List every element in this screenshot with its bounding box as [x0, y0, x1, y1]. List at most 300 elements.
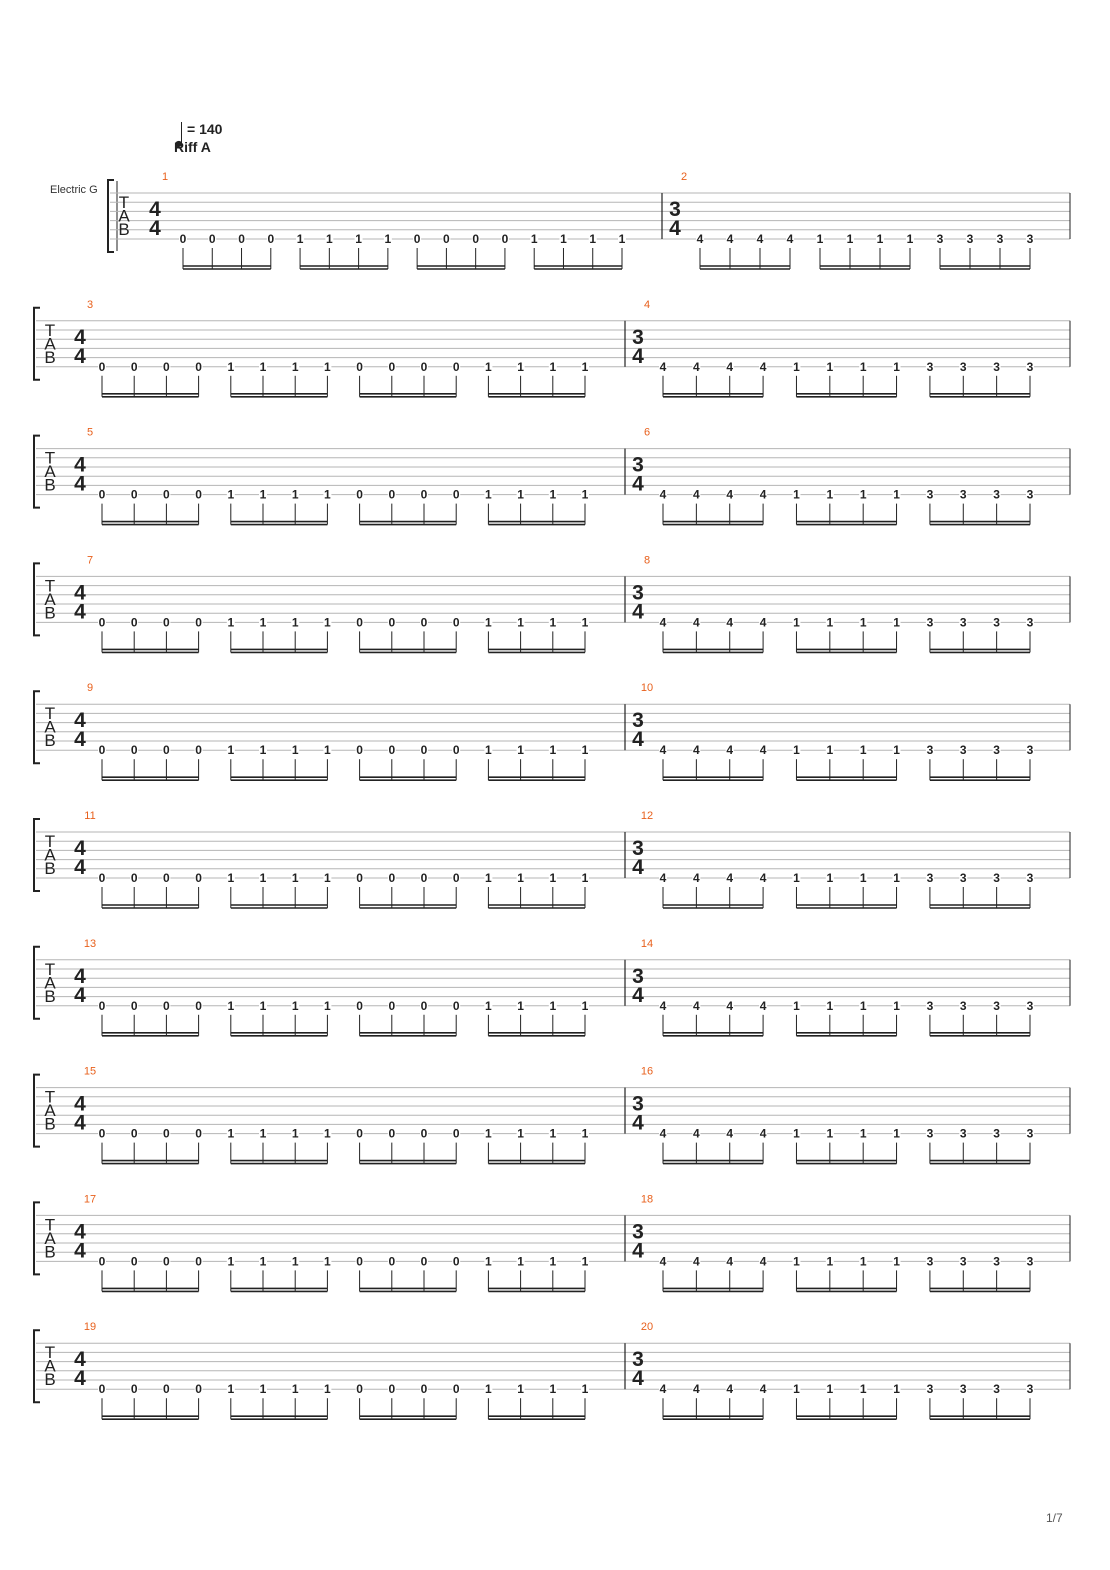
tab-clef-letter: T [44, 1343, 56, 1363]
fret-number: 1 [859, 615, 867, 630]
fret-number: 0 [388, 359, 396, 374]
time-signature-top: 3 [632, 453, 644, 477]
fret-number: 4 [693, 871, 700, 885]
fret-number: 3 [1026, 871, 1034, 885]
bar-number: 20 [640, 1321, 654, 1334]
fret-number: 1 [549, 998, 557, 1013]
tab-clef-letter: T [44, 959, 56, 979]
tab-clef-letter: A [44, 1101, 56, 1121]
fret-number: 3 [959, 1126, 967, 1141]
fret-number: 4 [759, 1126, 767, 1141]
fret-number: 1 [859, 743, 867, 758]
tempo-marking: = 140 [187, 121, 223, 137]
fret-number: 1 [581, 359, 589, 374]
fret-number: 1 [618, 232, 626, 246]
fret-number: 4 [659, 1254, 667, 1269]
fret-number: 0 [388, 1254, 396, 1269]
page-number: 1/7 [1046, 1511, 1063, 1525]
fret-number: 0 [452, 871, 460, 885]
fret-number: 4 [726, 998, 734, 1013]
time-signature-top: 4 [74, 964, 86, 988]
fret-number: 1 [826, 1254, 834, 1269]
time-signature-bottom: 4 [74, 983, 86, 1007]
fret-number: 0 [163, 871, 170, 885]
fret-number: 4 [693, 1126, 700, 1141]
fret-number: 1 [793, 487, 800, 502]
tab-clef-letter: B [44, 475, 56, 495]
fret-number: 4 [759, 871, 767, 885]
bar-number: 12 [640, 810, 654, 822]
time-signature-top: 4 [74, 1348, 86, 1372]
time-signature-top: 3 [632, 709, 644, 733]
fret-number: 4 [726, 615, 734, 630]
fret-number: 1 [581, 615, 589, 630]
fret-number: 1 [384, 232, 392, 246]
fret-number: 1 [581, 743, 589, 758]
fret-number: 3 [926, 359, 934, 374]
time-signature-top: 3 [632, 837, 644, 860]
time-signature-bottom: 4 [632, 1239, 644, 1263]
fret-number: 0 [163, 359, 170, 374]
fret-number: 4 [693, 487, 700, 502]
fret-number: 3 [926, 743, 934, 758]
fret-number: 1 [893, 1126, 900, 1141]
fret-number: 0 [501, 232, 509, 246]
fret-number: 0 [98, 487, 106, 502]
system-1 [108, 171, 1070, 269]
fret-number: 4 [726, 1382, 734, 1397]
fret-number: 0 [195, 871, 202, 885]
system-6 [34, 810, 1070, 908]
fret-number: 1 [227, 1126, 235, 1141]
fret-number: 3 [1026, 1126, 1034, 1141]
tab-clef-letter: A [44, 1228, 56, 1248]
time-signature-bottom: 4 [632, 600, 644, 624]
tab-clef-letter: B [44, 347, 56, 367]
fret-number: 4 [726, 871, 734, 885]
fret-number: 0 [195, 998, 202, 1013]
time-signature-top: 3 [632, 1092, 644, 1116]
fret-number: 1 [485, 998, 492, 1013]
fret-number: 1 [549, 743, 557, 758]
fret-number: 1 [793, 743, 800, 758]
fret-number: 1 [549, 1254, 557, 1269]
bar-number: 15 [83, 1065, 97, 1078]
fret-number: 0 [163, 615, 170, 630]
fret-number: 0 [130, 359, 138, 374]
fret-number: 1 [859, 1254, 867, 1269]
fret-number: 0 [208, 232, 216, 246]
time-signature-top: 3 [632, 1348, 644, 1372]
fret-number: 1 [826, 1382, 834, 1397]
fret-number: 1 [530, 232, 538, 246]
fret-number: 3 [1026, 998, 1034, 1013]
time-signature-bottom: 4 [74, 1239, 86, 1263]
fret-number: 1 [859, 871, 867, 885]
fret-number: 0 [420, 487, 428, 502]
fret-number: 1 [517, 1126, 524, 1141]
fret-number: 4 [726, 487, 734, 502]
time-signature-bottom: 4 [74, 728, 86, 752]
tab-clef-letter: B [44, 859, 56, 878]
fret-number: 3 [926, 615, 934, 630]
fret-number: 0 [195, 1382, 202, 1397]
time-signature-top: 4 [74, 1220, 86, 1244]
fret-number: 4 [693, 743, 700, 758]
fret-number: 0 [420, 998, 428, 1013]
fret-number: 0 [356, 1254, 363, 1269]
bar-number: 17 [83, 1193, 97, 1206]
fret-number: 3 [926, 998, 934, 1013]
tab-clef-letter: A [44, 717, 56, 737]
bar-number: 11 [84, 810, 96, 822]
tab-clef-letter: T [44, 1087, 56, 1107]
tab-clef-letter: A [44, 589, 56, 609]
fret-number: 1 [324, 743, 331, 758]
fret-number: 1 [324, 1254, 331, 1269]
fret-number: 1 [793, 1254, 800, 1269]
fret-number: 3 [959, 487, 967, 502]
fret-number: 1 [549, 871, 557, 885]
bar-number: 9 [86, 682, 94, 695]
time-signature-bottom: 4 [74, 600, 86, 624]
fret-number: 3 [993, 743, 1000, 758]
fret-number: 1 [485, 1126, 492, 1141]
fret-number: 1 [259, 998, 267, 1013]
fret-number: 3 [1026, 1382, 1034, 1397]
fret-number: 0 [195, 615, 202, 630]
system-8 [34, 1066, 1070, 1164]
fret-number: 1 [859, 359, 867, 374]
fret-number: 0 [452, 998, 460, 1013]
system-bracket [34, 436, 40, 508]
system-bracket [34, 691, 40, 763]
time-signature-bottom: 4 [74, 1111, 86, 1135]
fret-number: 0 [356, 998, 363, 1013]
time-signature-top: 3 [632, 964, 644, 988]
fret-number: 1 [517, 615, 524, 630]
bar-number: 18 [640, 1193, 654, 1206]
fret-number: 0 [98, 615, 106, 630]
fret-number: 0 [420, 1254, 428, 1269]
fret-number: 4 [759, 1254, 767, 1269]
fret-number: 0 [388, 871, 396, 885]
fret-number: 1 [227, 743, 235, 758]
fret-number: 4 [726, 232, 734, 246]
fret-number: 1 [581, 1126, 589, 1141]
fret-number: 3 [926, 1382, 934, 1397]
fret-number: 1 [291, 487, 299, 502]
fret-number: 3 [959, 359, 967, 374]
time-signature-bottom: 4 [632, 728, 644, 752]
fret-number: 1 [549, 359, 557, 374]
system-4 [34, 554, 1070, 652]
fret-number: 1 [906, 232, 914, 246]
fret-number: 1 [227, 871, 235, 885]
fret-number: 0 [452, 743, 460, 758]
fret-number: 3 [926, 1254, 934, 1269]
fret-number: 0 [130, 1126, 138, 1141]
fret-number: 0 [267, 232, 275, 246]
fret-number: 1 [826, 998, 834, 1013]
fret-number: 1 [485, 487, 492, 502]
fret-number: 1 [793, 1382, 800, 1397]
fret-number: 4 [726, 1254, 734, 1269]
fret-number: 1 [859, 1126, 867, 1141]
tab-clef-letter: B [44, 731, 56, 751]
fret-number: 3 [966, 232, 974, 246]
fret-number: 1 [485, 1382, 492, 1397]
fret-number: 3 [926, 871, 934, 885]
fret-number: 3 [959, 871, 967, 885]
fret-number: 3 [1026, 743, 1034, 758]
fret-number: 1 [324, 871, 331, 885]
system-bracket [34, 308, 40, 380]
fret-number: 1 [816, 232, 824, 246]
fret-number: 3 [959, 743, 967, 758]
fret-number: 3 [993, 1254, 1000, 1269]
fret-number: 3 [936, 232, 944, 246]
fret-number: 4 [659, 615, 667, 630]
system-bracket [34, 1330, 40, 1402]
fret-number: 3 [959, 1382, 967, 1397]
fret-number: 0 [163, 998, 170, 1013]
time-signature-bottom: 4 [632, 856, 644, 879]
fret-number: 0 [179, 232, 187, 246]
fret-number: 0 [452, 359, 460, 374]
fret-number: 1 [259, 1126, 267, 1141]
fret-number: 0 [130, 1254, 138, 1269]
fret-number: 0 [388, 1382, 396, 1397]
fret-number: 1 [485, 743, 492, 758]
tab-clef-letter: T [118, 193, 130, 212]
fret-number: 0 [356, 743, 363, 758]
fret-number: 1 [549, 1126, 557, 1141]
fret-number: 0 [388, 1126, 396, 1141]
tab-clef-letter: T [44, 704, 56, 724]
tab-clef-letter: T [44, 320, 56, 340]
fret-number: 1 [517, 359, 524, 374]
fret-number: 1 [259, 615, 267, 630]
time-signature-bottom: 4 [74, 1367, 86, 1391]
bar-number: 7 [86, 554, 94, 567]
fret-number: 1 [485, 615, 492, 630]
time-signature-bottom: 4 [74, 344, 86, 368]
fret-number: 1 [291, 359, 299, 374]
fret-number: 4 [693, 615, 700, 630]
time-signature-top: 4 [74, 837, 86, 860]
fret-number: 0 [163, 1254, 170, 1269]
fret-number: 4 [659, 487, 667, 502]
bar-number: 8 [643, 554, 651, 567]
tab-clef-letter: B [44, 1370, 56, 1390]
fret-number: 1 [355, 232, 362, 246]
fret-number: 1 [291, 615, 299, 630]
system-bracket [34, 819, 40, 891]
fret-number: 1 [259, 487, 267, 502]
fret-number: 0 [98, 359, 106, 374]
fret-number: 1 [893, 998, 900, 1013]
fret-number: 0 [195, 359, 202, 374]
bar-number: 1 [161, 171, 169, 183]
instrument-label: Electric G [50, 184, 98, 196]
time-signature-top: 3 [669, 198, 681, 221]
fret-number: 1 [826, 359, 834, 374]
fret-number: 1 [581, 871, 589, 885]
fret-number: 1 [893, 871, 900, 885]
fret-number: 1 [227, 487, 235, 502]
fret-number: 4 [756, 232, 764, 246]
fret-number: 4 [726, 1126, 734, 1141]
system-9 [34, 1193, 1070, 1291]
fret-number: 1 [517, 487, 524, 502]
fret-number: 4 [693, 1382, 700, 1397]
fret-number: 1 [227, 1382, 235, 1397]
fret-number: 4 [659, 871, 667, 885]
fret-number: 1 [793, 359, 800, 374]
fret-number: 1 [581, 998, 589, 1013]
fret-number: 1 [549, 615, 557, 630]
fret-number: 1 [291, 871, 299, 885]
tab-clef-letter: T [44, 576, 56, 596]
tab-clef-letter: B [44, 1114, 56, 1134]
tab-clef-letter: A [44, 1356, 56, 1376]
fret-number: 0 [388, 615, 396, 630]
fret-number: 0 [195, 1254, 202, 1269]
fret-number: 0 [420, 1382, 428, 1397]
fret-number: 0 [130, 1382, 138, 1397]
fret-number: 4 [759, 487, 767, 502]
time-signature-top: 3 [632, 1220, 644, 1244]
fret-number: 1 [291, 1382, 299, 1397]
fret-number: 3 [993, 615, 1000, 630]
fret-number: 3 [993, 871, 1000, 885]
time-signature-top: 3 [632, 325, 644, 349]
system-3 [34, 427, 1070, 525]
fret-number: 0 [420, 615, 428, 630]
fret-number: 3 [993, 359, 1000, 374]
fret-number: 0 [356, 1382, 363, 1397]
fret-number: 1 [324, 1126, 331, 1141]
fret-number: 1 [517, 871, 524, 885]
fret-number: 3 [926, 487, 934, 502]
fret-number: 1 [517, 1382, 524, 1397]
tab-clef-letter: A [44, 462, 56, 482]
fret-number: 4 [726, 359, 734, 374]
section-label: Riff A [174, 139, 211, 155]
tab-clef-letter: A [44, 845, 56, 865]
fret-number: 4 [696, 232, 704, 246]
fret-number: 4 [659, 998, 667, 1013]
fret-number: 1 [227, 998, 235, 1013]
bar-number: 16 [640, 1065, 654, 1078]
fret-number: 0 [452, 1382, 460, 1397]
system-7 [34, 938, 1070, 1036]
time-signature-bottom: 4 [74, 472, 86, 496]
fret-number: 0 [413, 232, 421, 246]
fret-number: 0 [356, 359, 363, 374]
tab-clef-letter: B [44, 603, 56, 623]
fret-number: 0 [238, 232, 245, 246]
fret-number: 0 [388, 487, 396, 502]
tab-clef-letter: T [44, 448, 56, 468]
system-10 [34, 1321, 1070, 1419]
tab-clef-letter: T [44, 1215, 56, 1235]
fret-number: 0 [420, 1126, 428, 1141]
fret-number: 3 [959, 615, 967, 630]
fret-number: 3 [993, 998, 1000, 1013]
fret-number: 0 [98, 998, 106, 1013]
fret-number: 4 [759, 1382, 767, 1397]
fret-number: 1 [826, 871, 834, 885]
fret-number: 0 [130, 487, 138, 502]
fret-number: 3 [993, 1126, 1000, 1141]
fret-number: 1 [876, 232, 884, 246]
fret-number: 0 [163, 1126, 170, 1141]
fret-number: 1 [517, 743, 524, 758]
fret-number: 1 [581, 1254, 589, 1269]
fret-number: 0 [195, 487, 202, 502]
fret-number: 0 [420, 359, 428, 374]
fret-number: 3 [993, 1382, 1000, 1397]
fret-number: 1 [291, 1126, 299, 1141]
bar-number: 5 [86, 426, 94, 439]
time-signature-bottom: 4 [632, 472, 644, 496]
bar-number: 10 [640, 682, 654, 695]
fret-number: 1 [589, 232, 597, 246]
fret-number: 0 [356, 871, 363, 885]
fret-number: 1 [893, 1382, 900, 1397]
fret-number: 1 [227, 615, 235, 630]
fret-number: 1 [324, 615, 331, 630]
fret-number: 0 [472, 232, 480, 246]
fret-number: 0 [388, 998, 396, 1013]
bar-number: 3 [86, 298, 94, 311]
fret-number: 4 [726, 743, 734, 758]
fret-number: 0 [452, 487, 460, 502]
fret-number: 3 [993, 487, 1000, 502]
fret-number: 1 [517, 998, 524, 1013]
fret-number: 4 [659, 743, 667, 758]
fret-number: 0 [163, 743, 170, 758]
fret-number: 1 [291, 743, 299, 758]
tab-clef-letter: A [118, 206, 130, 226]
fret-number: 3 [926, 1126, 934, 1141]
fret-number: 1 [296, 232, 304, 246]
fret-number: 1 [291, 998, 299, 1013]
tab-clef-letter: A [44, 973, 56, 993]
system-bracket [34, 1202, 40, 1274]
fret-number: 3 [1026, 359, 1034, 374]
fret-number: 0 [130, 743, 138, 758]
fret-number: 1 [324, 998, 331, 1013]
time-signature-top: 3 [632, 581, 644, 605]
fret-number: 0 [130, 998, 138, 1013]
fret-number: 4 [759, 615, 767, 630]
tab-clef-letter: T [44, 832, 56, 851]
fret-number: 1 [291, 1254, 299, 1269]
fret-number: 1 [859, 1382, 867, 1397]
fret-number: 1 [485, 1254, 492, 1269]
fret-number: 1 [826, 1126, 834, 1141]
fret-number: 1 [893, 743, 900, 758]
tab-clef-letter: B [44, 986, 56, 1006]
fret-number: 1 [549, 1382, 557, 1397]
fret-number: 0 [420, 743, 428, 758]
fret-number: 1 [259, 359, 267, 374]
system-2 [34, 299, 1070, 397]
fret-number: 0 [130, 615, 138, 630]
